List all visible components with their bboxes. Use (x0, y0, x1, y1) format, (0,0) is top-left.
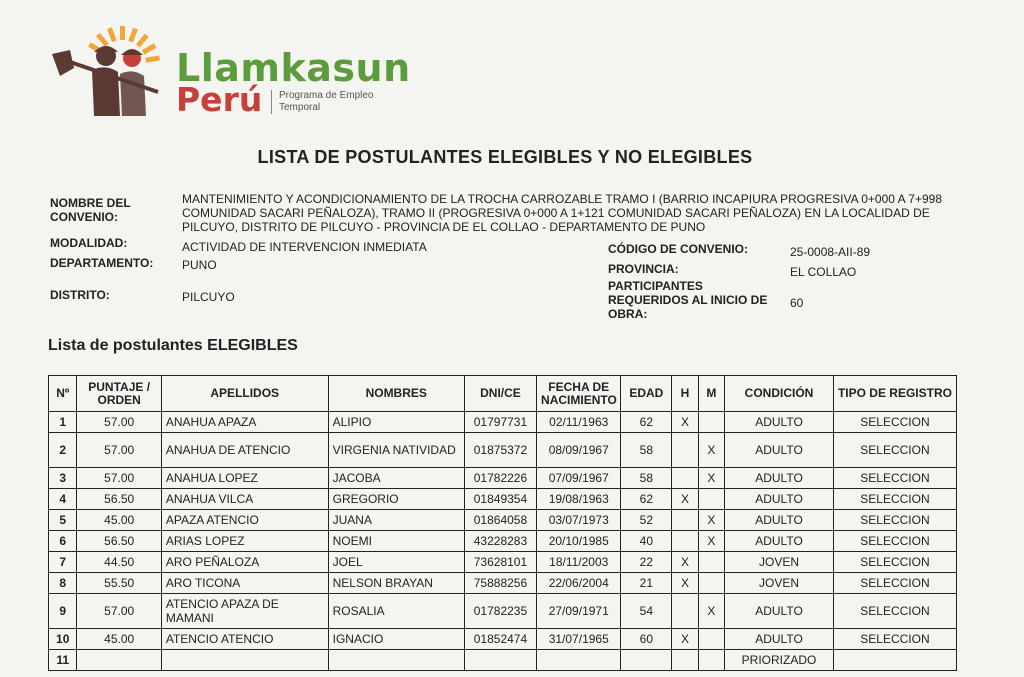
cell-apellidos (161, 650, 328, 671)
cell-dni: 01782235 (464, 594, 536, 629)
table-row (49, 629, 957, 650)
table-header-row (49, 376, 957, 412)
cell-nombres: JUANA (328, 510, 464, 531)
modalidad-value: ACTIVIDAD DE INTERVENCION INMEDIATA (182, 240, 427, 254)
cell-apellidos: ARIAS LOPEZ (161, 531, 328, 552)
header-tipo: TIPO DE REGISTRO (833, 376, 956, 412)
cell-tipo: SELECCION (833, 510, 956, 531)
cell-edad (621, 650, 672, 671)
cell-h (672, 510, 698, 531)
cell-tipo: SELECCION (833, 468, 956, 489)
distrito-value: PILCUYO (182, 290, 235, 304)
header-nombres: NOMBRES (328, 376, 464, 412)
cell-tipo: SELECCION (833, 573, 956, 594)
cell-nombres: GREGORIO (328, 489, 464, 510)
brand-divider (271, 90, 272, 114)
cell-edad: 22 (621, 552, 672, 573)
cell-h: X (672, 489, 698, 510)
cell-apellidos: ATENCIO APAZA DE MAMANI (161, 594, 328, 629)
table-row (49, 412, 957, 433)
cell-n: 5 (49, 510, 77, 531)
cell-h (672, 433, 698, 468)
cell-n: 11 (49, 650, 77, 671)
cell-condicion: ADULTO (725, 412, 834, 433)
codigo-label: CÓDIGO DE CONVENIO: (608, 242, 749, 256)
brand-name-top: Llamkasun (176, 46, 411, 90)
provincia-value: EL COLLAO (790, 265, 857, 279)
cell-condicion: PRIORIZADO (725, 650, 834, 671)
cell-puntaje: 44.50 (77, 552, 161, 573)
cell-fecha: 02/11/1963 (537, 412, 621, 433)
cell-edad: 60 (621, 629, 672, 650)
cell-h: X (672, 412, 698, 433)
cell-dni: 01849354 (464, 489, 536, 510)
cell-fecha: 07/09/1967 (537, 468, 621, 489)
cell-apellidos: APAZA ATENCIO (161, 510, 328, 531)
table-row (49, 650, 957, 671)
cell-tipo: SELECCION (833, 552, 956, 573)
header-puntaje: PUNTAJE / ORDEN (77, 376, 161, 412)
cell-m: X (698, 468, 724, 489)
cell-puntaje: 45.00 (77, 629, 161, 650)
cell-dni: 01797731 (464, 412, 536, 433)
cell-edad: 58 (621, 433, 672, 468)
table-row (49, 552, 957, 573)
cell-h (672, 594, 698, 629)
table-row (49, 510, 957, 531)
cell-m: X (698, 531, 724, 552)
cell-puntaje: 57.00 (77, 412, 161, 433)
brand-name-bottom: Perú (176, 80, 263, 119)
cell-condicion: ADULTO (725, 531, 834, 552)
cell-tipo: SELECCION (833, 412, 956, 433)
cell-m (698, 412, 724, 433)
cell-fecha: 22/06/2004 (537, 573, 621, 594)
cell-tipo (833, 650, 956, 671)
departamento-label: DEPARTAMENTO: (50, 256, 154, 270)
codigo-value: 25-0008-AII-89 (790, 245, 871, 259)
cell-fecha: 20/10/1985 (537, 531, 621, 552)
cell-tipo: SELECCION (833, 531, 956, 552)
cell-dni: 73628101 (464, 552, 536, 573)
cell-h (672, 531, 698, 552)
cell-fecha: 18/11/2003 (537, 552, 621, 573)
cell-edad: 54 (621, 594, 672, 629)
program-logo (48, 24, 411, 124)
cell-apellidos: ANAHUA LOPEZ (161, 468, 328, 489)
participantes-label: PARTICIPANTES REQUERIDOS AL INICIO DE OBRA: (608, 279, 768, 321)
cell-puntaje (77, 650, 161, 671)
cell-n: 10 (49, 629, 77, 650)
cell-nombres: JOEL (328, 552, 464, 573)
cell-fecha: 19/08/1963 (537, 489, 621, 510)
cell-dni (464, 650, 536, 671)
cell-edad: 21 (621, 573, 672, 594)
cell-n: 4 (49, 489, 77, 510)
cell-nombres: IGNACIO (328, 629, 464, 650)
header-edad: EDAD (621, 376, 672, 412)
cell-condicion: JOVEN (725, 552, 834, 573)
cell-puntaje: 57.00 (77, 468, 161, 489)
cell-h: X (672, 552, 698, 573)
cell-tipo: SELECCION (833, 629, 956, 650)
cell-apellidos: ARO PEÑALOZA (161, 552, 328, 573)
workers-logo-icon (48, 24, 173, 124)
cell-n: 3 (49, 468, 77, 489)
cell-tipo: SELECCION (833, 433, 956, 468)
cell-nombres: ALIPIO (328, 412, 464, 433)
cell-nombres (328, 650, 464, 671)
cell-edad: 62 (621, 489, 672, 510)
cell-condicion: ADULTO (725, 489, 834, 510)
cell-condicion: JOVEN (725, 573, 834, 594)
table-row (49, 531, 957, 552)
convenio-label: NOMBRE DEL CONVENIO: (50, 196, 131, 224)
header-apellidos: APELLIDOS (161, 376, 328, 412)
cell-m (698, 489, 724, 510)
cell-fecha: 27/09/1971 (537, 594, 621, 629)
section-title: Lista de postulantes ELEGIBLES (48, 337, 298, 354)
departamento-value: PUNO (182, 258, 217, 272)
brand-tagline: Programa de Empleo Temporal (279, 90, 374, 113)
header-fecha: FECHA DE NACIMIENTO (537, 376, 621, 412)
cell-puntaje: 55.50 (77, 573, 161, 594)
cell-dni: 01864058 (464, 510, 536, 531)
cell-apellidos: ANAHUA VILCA (161, 489, 328, 510)
cell-nombres: NELSON BRAYAN (328, 573, 464, 594)
cell-puntaje: 57.00 (77, 433, 161, 468)
distrito-label: DISTRITO: (50, 288, 110, 302)
cell-m (698, 573, 724, 594)
table-row (49, 468, 957, 489)
table-row (49, 594, 957, 629)
cell-fecha: 08/09/1967 (537, 433, 621, 468)
cell-dni: 01875372 (464, 433, 536, 468)
header-m: M (698, 376, 724, 412)
cell-m: X (698, 594, 724, 629)
cell-edad: 62 (621, 412, 672, 433)
postulantes-table (48, 375, 957, 671)
header-h: H (672, 376, 698, 412)
cell-dni: 43228283 (464, 531, 536, 552)
modalidad-label: MODALIDAD: (50, 236, 128, 250)
cell-condicion: ADULTO (725, 510, 834, 531)
cell-condicion: ADULTO (725, 629, 834, 650)
cell-condicion: ADULTO (725, 433, 834, 468)
cell-dni: 01782226 (464, 468, 536, 489)
cell-fecha: 03/07/1973 (537, 510, 621, 531)
cell-h: X (672, 629, 698, 650)
cell-apellidos: ANAHUA DE ATENCIO (161, 433, 328, 468)
table-row (49, 433, 957, 468)
cell-fecha (537, 650, 621, 671)
cell-tipo: SELECCION (833, 489, 956, 510)
cell-puntaje: 57.00 (77, 594, 161, 629)
cell-n: 9 (49, 594, 77, 629)
cell-m (698, 629, 724, 650)
cell-n: 1 (49, 412, 77, 433)
cell-nombres: ROSALIA (328, 594, 464, 629)
cell-edad: 40 (621, 531, 672, 552)
cell-nombres: JACOBA (328, 468, 464, 489)
cell-m (698, 650, 724, 671)
table-row (49, 573, 957, 594)
cell-h: X (672, 573, 698, 594)
cell-edad: 52 (621, 510, 672, 531)
document-title: LISTA DE POSTULANTES ELEGIBLES Y NO ELEGIBLES (257, 147, 753, 167)
cell-apellidos: ANAHUA APAZA (161, 412, 328, 433)
cell-m: X (698, 433, 724, 468)
cell-n: 8 (49, 573, 77, 594)
convenio-value: MANTENIMIENTO Y ACONDICIONAMIENTO DE LA TROCHA CARROZABLE TRAMO I (BARRIO INCAPIURA PROGRESIVA 0+000 A 7+998 COMUNIDAD SACARI PEÑALOZA), TRAMO II (PROGRESIVA 0+000 A 1+121 COMUNIDAD SACARI PEÑALOZA) EN LA LOCALIDAD DE PILCUYO, DISTRITO DE PILCUYO - PROVINCIA DE EL COLLAO - DEPARTAMENTO DE PUNO (182, 192, 942, 234)
cell-puntaje: 56.50 (77, 531, 161, 552)
cell-apellidos: ATENCIO ATENCIO (161, 629, 328, 650)
cell-puntaje: 45.00 (77, 510, 161, 531)
header-condicion: CONDICIÓN (725, 376, 834, 412)
cell-tipo: SELECCION (833, 594, 956, 629)
cell-apellidos: ARO TICONA (161, 573, 328, 594)
cell-dni: 01852474 (464, 629, 536, 650)
cell-h (672, 468, 698, 489)
header-dni: DNI/CE (464, 376, 536, 412)
cell-n: 2 (49, 433, 77, 468)
cell-dni: 75888256 (464, 573, 536, 594)
provincia-label: PROVINCIA: (608, 262, 679, 276)
cell-fecha: 31/07/1965 (537, 629, 621, 650)
cell-nombres: VIRGENIA NATIVIDAD (328, 433, 464, 468)
header-n: Nº (49, 376, 77, 412)
cell-condicion: ADULTO (725, 468, 834, 489)
cell-h (672, 650, 698, 671)
cell-puntaje: 56.50 (77, 489, 161, 510)
cell-m: X (698, 510, 724, 531)
table-row (49, 489, 957, 510)
cell-n: 6 (49, 531, 77, 552)
participantes-value: 60 (790, 296, 804, 310)
cell-edad: 58 (621, 468, 672, 489)
cell-condicion: ADULTO (725, 594, 834, 629)
cell-m (698, 552, 724, 573)
cell-n: 7 (49, 552, 77, 573)
cell-nombres: NOEMI (328, 531, 464, 552)
